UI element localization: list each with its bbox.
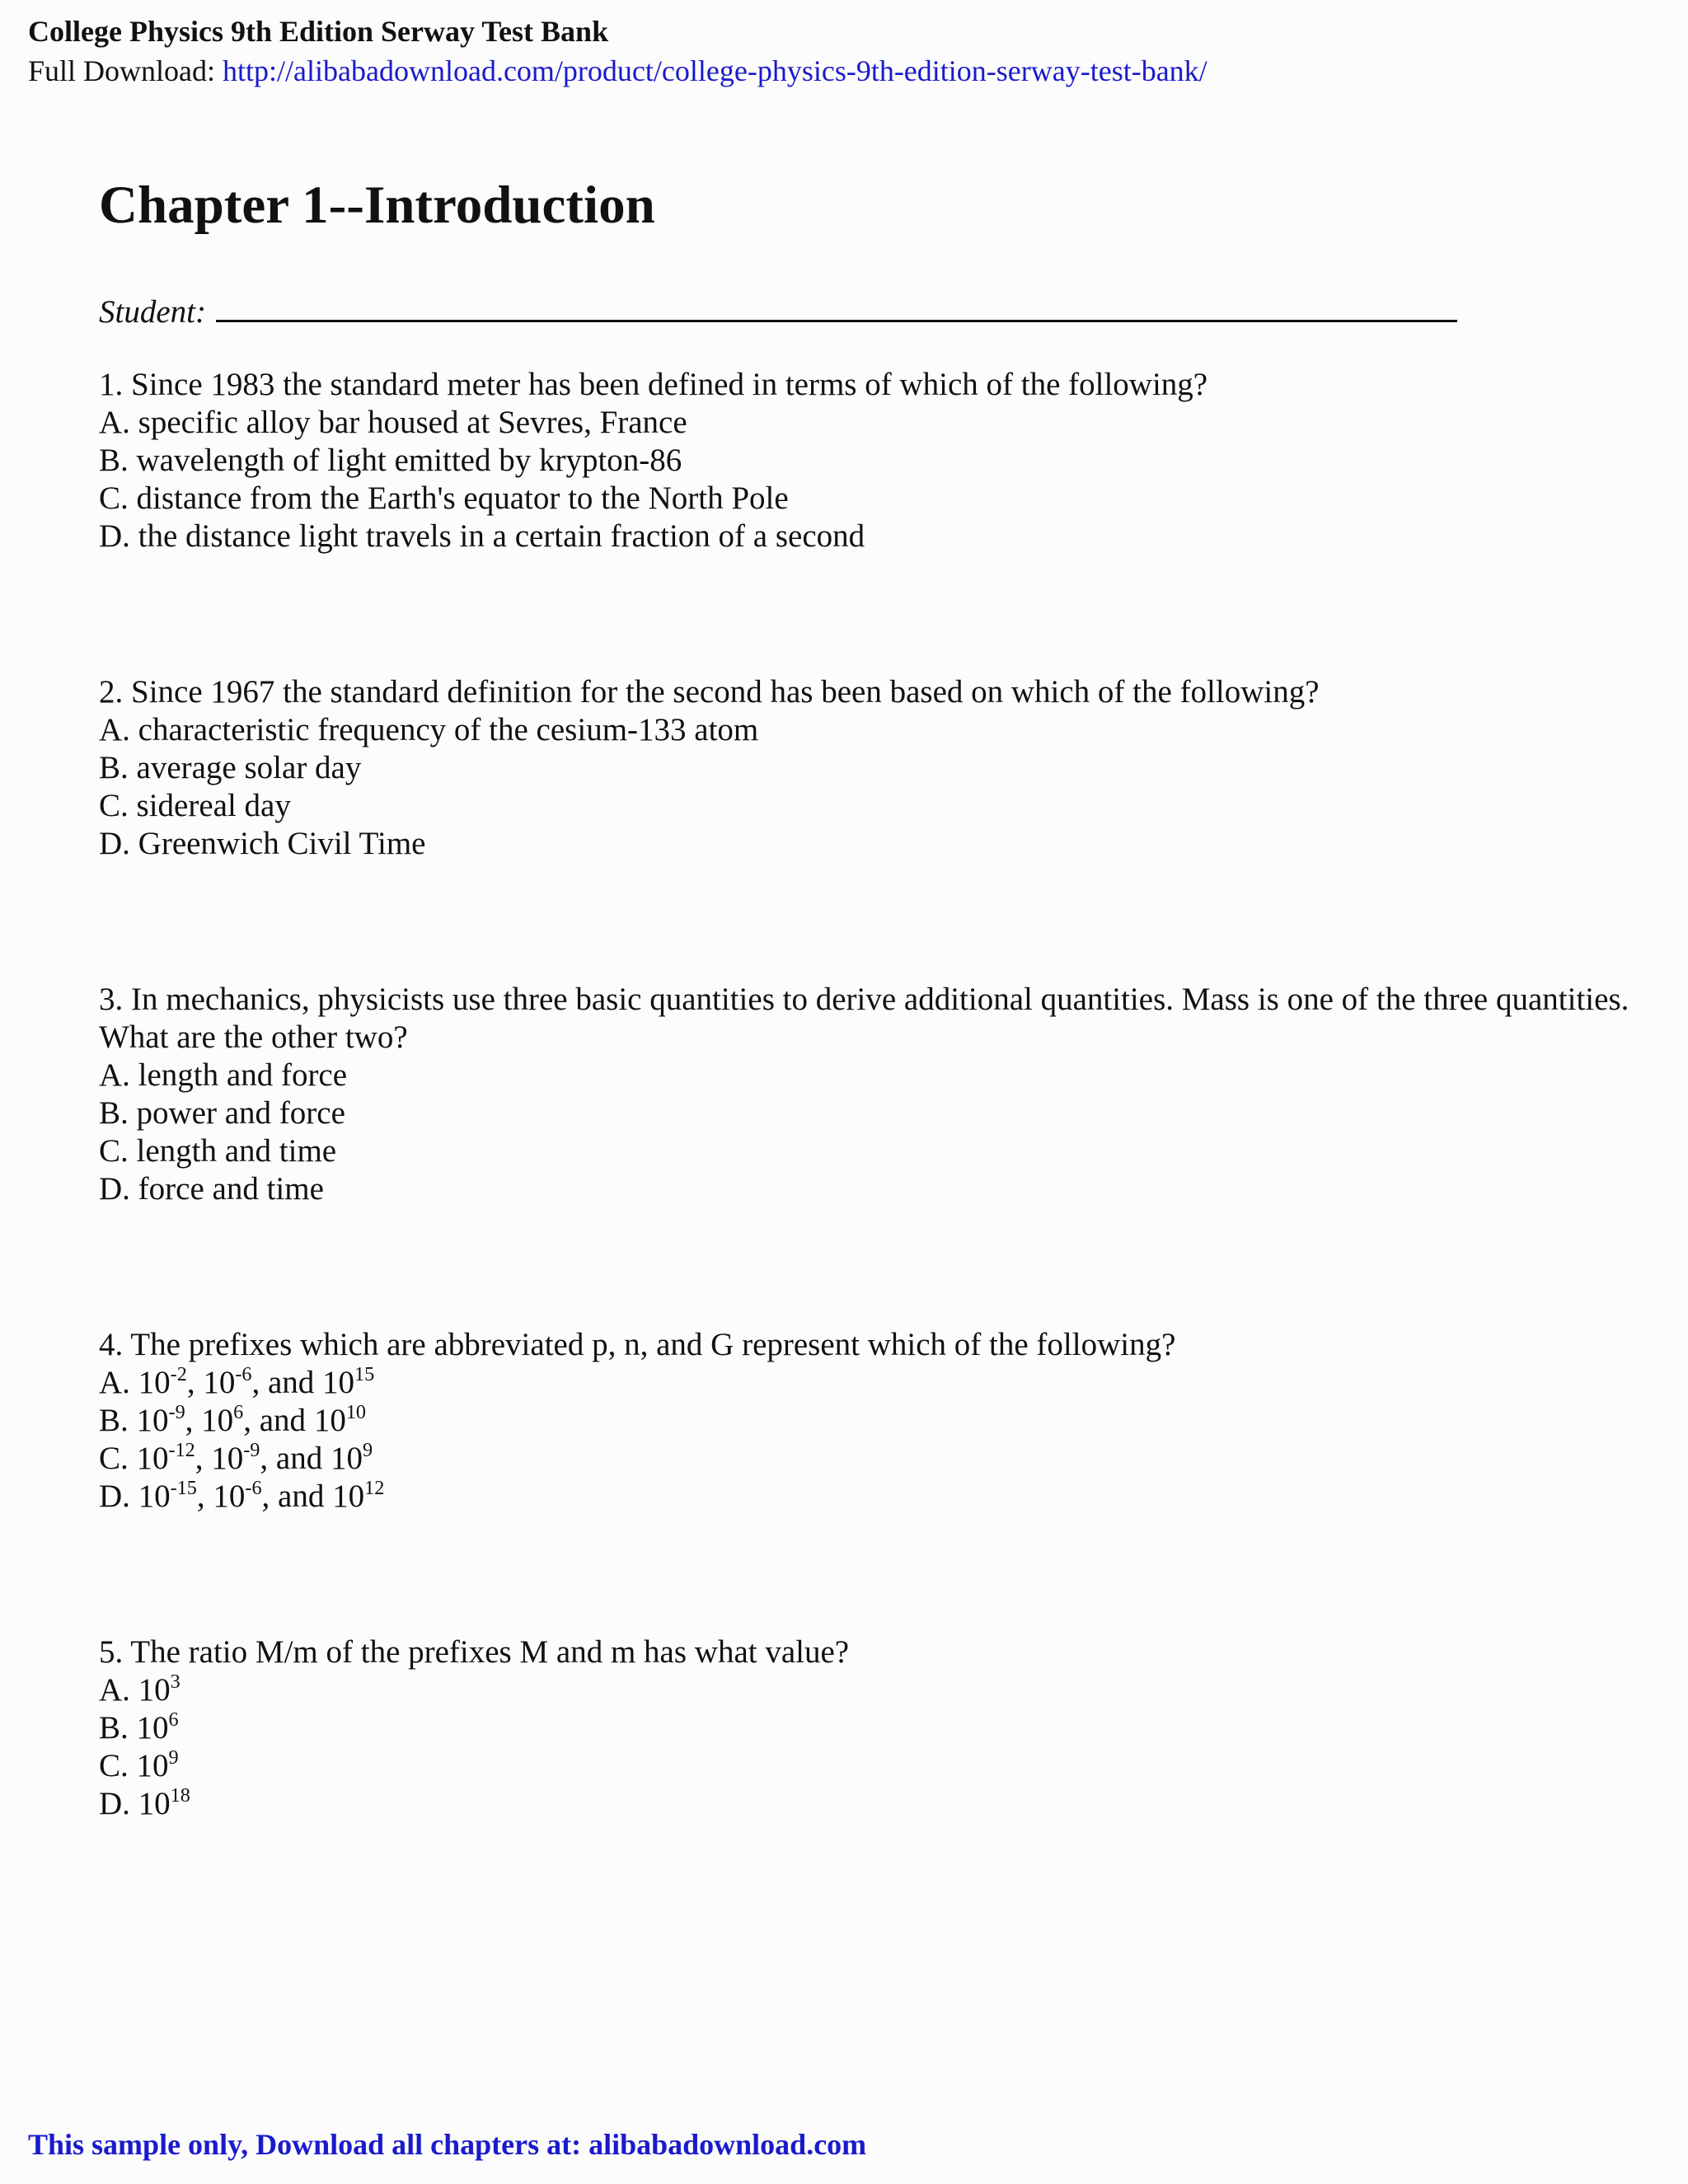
question-stem: 3. In mechanics, physicists use three basic quantities to derive additional quantities. Mass is one of the three quantities. What are the other two? — [99, 982, 1629, 1055]
answer-option-d: D. Greenwich Civil Time — [99, 826, 426, 861]
answer-option-d — [99, 1785, 1632, 1823]
option-letter: D. — [99, 1479, 138, 1514]
download-link[interactable]: http://alibabadownload.com/product/college-physics-9th-edition-serway-test-bank/ — [223, 54, 1207, 87]
document-title: College Physics 9th Edition Serway Test Bank — [28, 15, 609, 48]
power-base: 10 — [313, 1403, 346, 1438]
answer-option-c — [99, 1440, 1632, 1478]
question-1 — [99, 366, 1632, 555]
power-base: 10 — [138, 1365, 171, 1400]
student-label: Student: — [99, 294, 206, 330]
exponent: 10 — [345, 1401, 366, 1424]
power-base: 10 — [136, 1748, 169, 1783]
question-4 — [99, 1326, 1632, 1516]
question-stem: 2. Since 1967 the standard definition for the second has been based on which of the following? — [99, 674, 1320, 710]
answer-option-a — [99, 1671, 1632, 1709]
separator: , and — [251, 1365, 323, 1400]
option-letter: C. — [99, 1441, 137, 1476]
separator: , — [195, 1441, 212, 1476]
exponent: 12 — [364, 1477, 385, 1500]
answer-option-a: A. characteristic frequency of the cesium-133 atom — [99, 712, 759, 748]
chapter-title: Chapter 1--Introduction — [99, 176, 655, 235]
exponent: 3 — [170, 1671, 181, 1694]
question-5 — [99, 1633, 1632, 1823]
answer-option-d — [99, 1478, 1632, 1516]
answer-option-a — [99, 1364, 1632, 1402]
question-stem: 1. Since 1983 the standard meter has been defined in terms of which of the following? — [99, 367, 1208, 402]
student-field — [99, 292, 1632, 331]
answer-option-c: C. sidereal day — [99, 788, 291, 823]
power-base: 10 — [211, 1441, 244, 1476]
option-letter: B. — [99, 1710, 137, 1746]
answer-option-a: A. length and force — [99, 1057, 348, 1093]
power-base: 10 — [136, 1403, 169, 1438]
separator: , — [185, 1403, 202, 1438]
power-base: 10 — [203, 1365, 236, 1400]
exponent: 9 — [168, 1746, 179, 1769]
option-letter: D. — [99, 1786, 138, 1821]
separator: , — [186, 1365, 204, 1400]
answer-option-d: D. the distance light travels in a certain fraction of a second — [99, 518, 865, 554]
answer-option-c — [99, 1747, 1632, 1785]
answer-option-d: D. force and time — [99, 1171, 324, 1207]
question-3 — [99, 981, 1632, 1208]
answer-option-c: C. length and time — [99, 1133, 337, 1169]
power-base: 10 — [213, 1479, 246, 1514]
power-base: 10 — [322, 1365, 355, 1400]
power-base: 10 — [136, 1710, 169, 1746]
exponent: -2 — [170, 1363, 187, 1386]
test-content — [99, 168, 1632, 1823]
option-letter: C. — [99, 1748, 137, 1783]
exponent: 6 — [168, 1708, 179, 1732]
separator: , — [196, 1479, 213, 1514]
student-name-line[interactable] — [216, 292, 1457, 322]
exponent: -6 — [245, 1477, 262, 1500]
download-line — [28, 51, 1660, 91]
answer-option-c: C. distance from the Earth's equator to the North Pole — [99, 480, 789, 516]
answer-option-b — [99, 1709, 1632, 1747]
answer-option-b: B. wavelength of light emitted by krypton-86 — [99, 443, 682, 478]
exponent: 15 — [354, 1363, 375, 1386]
exponent: 9 — [362, 1439, 373, 1462]
answer-option-b — [99, 1402, 1632, 1440]
question-2 — [99, 673, 1632, 863]
exponent: 6 — [233, 1401, 244, 1424]
separator: , and — [260, 1441, 331, 1476]
question-stem: 4. The prefixes which are abbreviated p, n, and G represent which of the following? — [99, 1327, 1176, 1362]
answer-option-b: B. power and force — [99, 1095, 345, 1131]
separator: , and — [261, 1479, 333, 1514]
separator: , and — [243, 1403, 314, 1438]
option-letter: A. — [99, 1672, 138, 1708]
page-header — [28, 12, 1660, 91]
download-label: Full Download: — [28, 54, 223, 87]
power-base: 10 — [138, 1672, 171, 1708]
power-base: 10 — [201, 1403, 234, 1438]
exponent: 18 — [170, 1784, 190, 1807]
power-base: 10 — [332, 1479, 365, 1514]
answer-option-b: B. average solar day — [99, 750, 362, 785]
exponent: -12 — [168, 1439, 195, 1462]
power-base: 10 — [330, 1441, 363, 1476]
option-letter: B. — [99, 1403, 137, 1438]
power-base: 10 — [136, 1441, 169, 1476]
exponent: -9 — [168, 1401, 185, 1424]
option-letter: A. — [99, 1365, 138, 1400]
question-stem: 5. The ratio M/m of the prefixes M and m has what value? — [99, 1634, 850, 1670]
power-base: 10 — [138, 1786, 171, 1821]
exponent: -9 — [243, 1439, 260, 1462]
footer-banner[interactable]: This sample only, Download all chapters at: alibabadownload.com — [28, 2128, 867, 2161]
answer-option-a: A. specific alloy bar housed at Sevres, France — [99, 405, 687, 440]
power-base: 10 — [138, 1479, 171, 1514]
exponent: -15 — [170, 1477, 197, 1500]
exponent: -6 — [235, 1363, 252, 1386]
